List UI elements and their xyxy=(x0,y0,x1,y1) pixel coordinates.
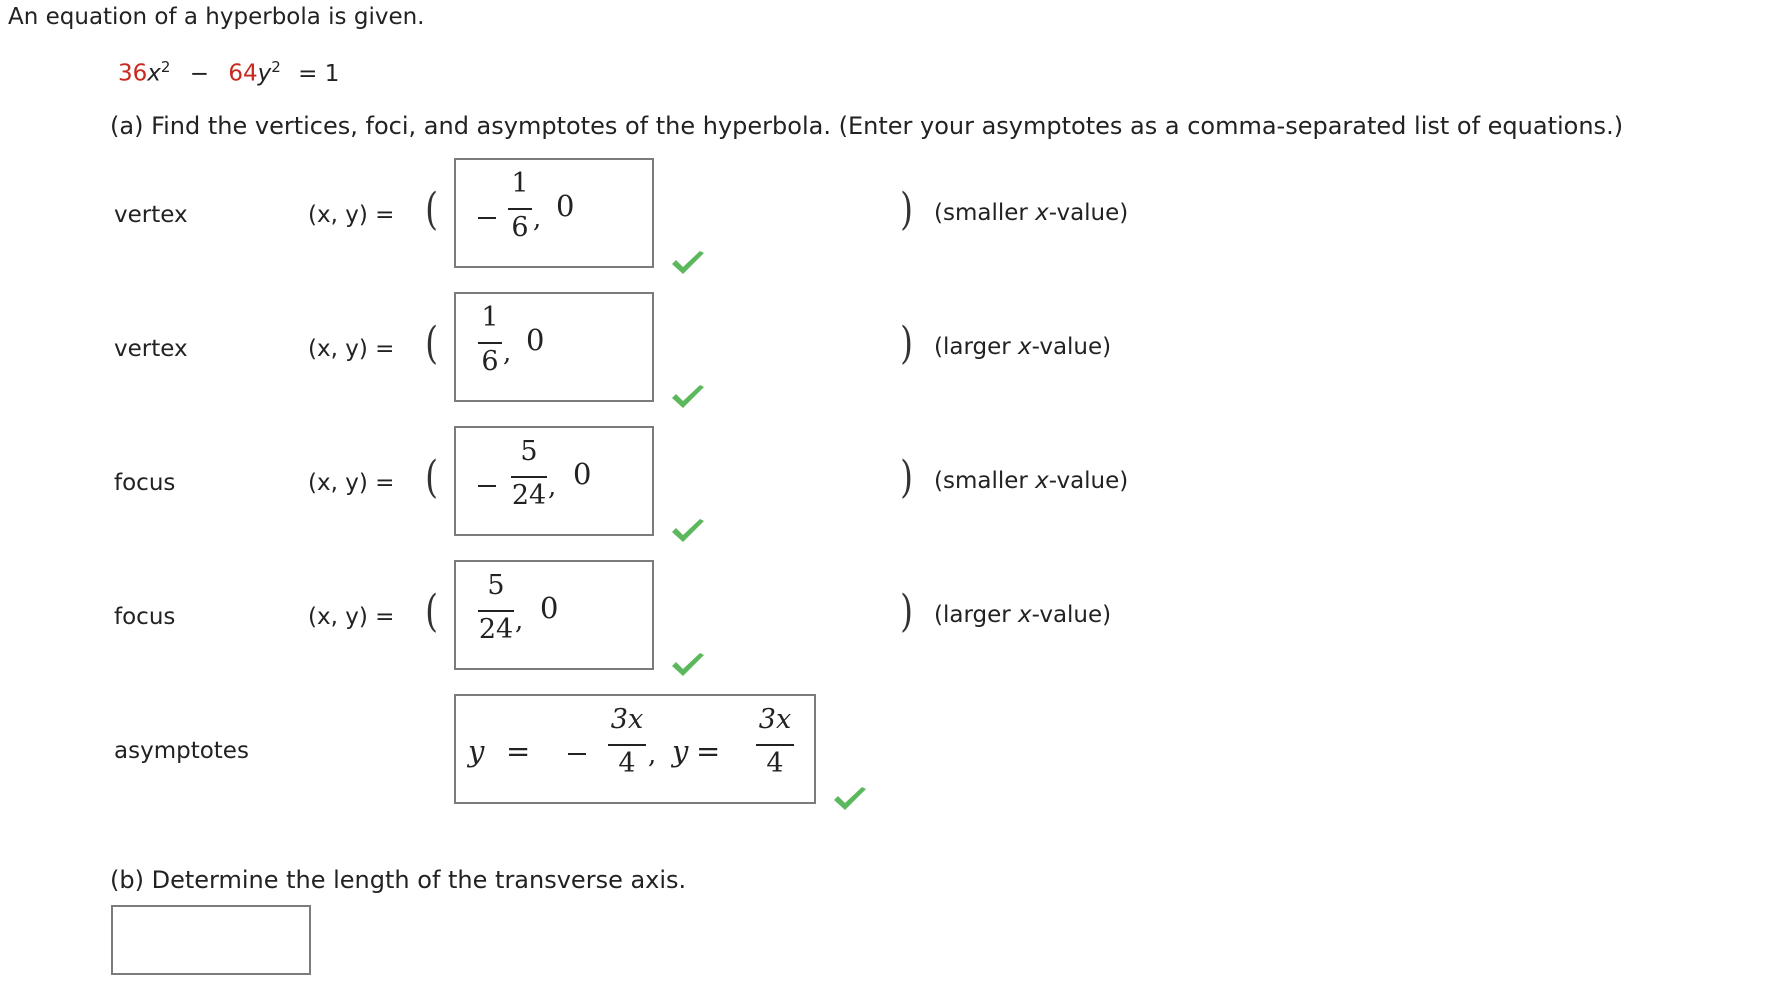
check-icon xyxy=(670,250,706,278)
open-paren: ( xyxy=(425,586,439,637)
fraction xyxy=(756,704,794,794)
fraction-numerator: 5 xyxy=(487,570,505,601)
row-label-vertex-smaller: vertex xyxy=(114,202,188,228)
check-icon xyxy=(832,786,868,814)
fraction-denominator: 4 xyxy=(618,748,636,779)
fraction xyxy=(608,704,646,794)
equation-term1-var: x xyxy=(147,60,161,87)
row-label-focus-smaller: focus xyxy=(114,470,176,496)
hint-var: x xyxy=(1035,468,1049,494)
fraction xyxy=(478,570,514,660)
row-label-asymptotes: asymptotes xyxy=(114,738,249,764)
negative-sign xyxy=(478,217,496,219)
check-icon xyxy=(670,384,706,412)
vertex-smaller-answer-box[interactable] xyxy=(454,158,654,268)
asymptote-y2: y xyxy=(672,734,689,768)
equation-rhs: = 1 xyxy=(298,60,340,87)
fraction-bar xyxy=(508,208,532,210)
part-b-prompt: (b) Determine the length of the transverse axis. xyxy=(110,866,687,894)
comma: , xyxy=(503,338,512,368)
second-coordinate: 0 xyxy=(573,457,592,491)
check-icon xyxy=(670,518,706,546)
hint-var: x xyxy=(1035,200,1049,226)
xy-label: (x, y) = xyxy=(308,470,395,496)
fraction xyxy=(511,436,547,526)
vertex-larger-answer-box[interactable] xyxy=(454,292,654,402)
fraction-denominator: 6 xyxy=(511,212,529,243)
hint-var: x xyxy=(1018,334,1032,360)
row-label-focus-larger: focus xyxy=(114,604,176,630)
hint-post: -value) xyxy=(1031,602,1112,628)
equation-term1-exp: 2 xyxy=(160,58,171,76)
comma: , xyxy=(548,472,557,502)
fraction-numerator: 1 xyxy=(511,168,529,199)
close-paren: ) xyxy=(900,318,914,369)
negative-sign xyxy=(568,753,586,755)
hint-larger-x xyxy=(934,334,1111,360)
hint-pre: (smaller xyxy=(934,468,1036,494)
equation-term2-exp: 2 xyxy=(271,58,281,76)
hint-smaller-x xyxy=(934,468,1128,494)
fraction-denominator: 24 xyxy=(478,614,514,645)
second-coordinate: 0 xyxy=(526,323,545,357)
comma: , xyxy=(515,606,524,636)
fraction-bar xyxy=(478,610,514,612)
xy-label: (x, y) = xyxy=(308,336,395,362)
row-label-vertex-larger: vertex xyxy=(114,336,188,362)
hint-pre: (smaller xyxy=(934,200,1036,226)
fraction-numerator: 3x xyxy=(758,704,792,735)
equation-term2-var: y xyxy=(257,60,272,87)
fraction-numerator: 5 xyxy=(520,436,538,467)
second-coordinate: 0 xyxy=(540,591,559,625)
fraction-bar xyxy=(511,476,547,478)
comma: , xyxy=(648,740,657,770)
fraction-denominator: 24 xyxy=(511,480,547,511)
hint-smaller-x xyxy=(934,200,1128,226)
hint-var: x xyxy=(1018,602,1032,628)
fraction-numerator: 3x xyxy=(610,704,644,735)
close-paren: ) xyxy=(900,586,914,637)
focus-smaller-answer-box[interactable] xyxy=(454,426,654,536)
fraction xyxy=(508,168,532,258)
fraction-numerator: 1 xyxy=(481,302,499,333)
asymptotes-answer-box[interactable] xyxy=(454,694,816,804)
hyperbola-equation xyxy=(118,58,339,87)
equation-term1-coef: 36 xyxy=(118,60,148,87)
fraction-denominator: 6 xyxy=(481,346,499,377)
transverse-axis-answer-input[interactable] xyxy=(111,905,311,975)
equation-operator: − xyxy=(189,60,210,87)
hint-larger-x xyxy=(934,602,1111,628)
hint-pre: (larger xyxy=(934,334,1019,360)
hint-post: -value) xyxy=(1048,468,1129,494)
fraction xyxy=(478,302,502,392)
fraction-denominator: 4 xyxy=(766,748,784,779)
fraction-bar xyxy=(478,342,502,344)
asymptote-equals1: = xyxy=(506,734,531,768)
focus-larger-answer-box[interactable] xyxy=(454,560,654,670)
open-paren: ( xyxy=(425,318,439,369)
close-paren: ) xyxy=(900,184,914,235)
problem-intro: An equation of a hyperbola is given. xyxy=(8,4,425,30)
fraction-bar xyxy=(608,744,646,746)
asymptote-y1: y xyxy=(468,734,485,768)
close-paren: ) xyxy=(900,452,914,503)
hint-post: -value) xyxy=(1048,200,1129,226)
second-coordinate: 0 xyxy=(556,189,575,223)
hint-pre: (larger xyxy=(934,602,1019,628)
part-a-prompt: (a) Find the vertices, foci, and asymptotes of the hyperbola. (Enter your asymptotes as a comma-separated list of equations.) xyxy=(110,112,1624,140)
xy-label: (x, y) = xyxy=(308,202,395,228)
equation-term2-coef: 64 xyxy=(228,60,258,87)
negative-sign xyxy=(478,485,496,487)
hint-post: -value) xyxy=(1031,334,1112,360)
check-icon xyxy=(670,652,706,680)
fraction-bar xyxy=(756,744,794,746)
xy-label: (x, y) = xyxy=(308,604,395,630)
comma: , xyxy=(533,204,542,234)
asymptote-equals2: = xyxy=(696,734,721,768)
open-paren: ( xyxy=(425,184,439,235)
open-paren: ( xyxy=(425,452,439,503)
